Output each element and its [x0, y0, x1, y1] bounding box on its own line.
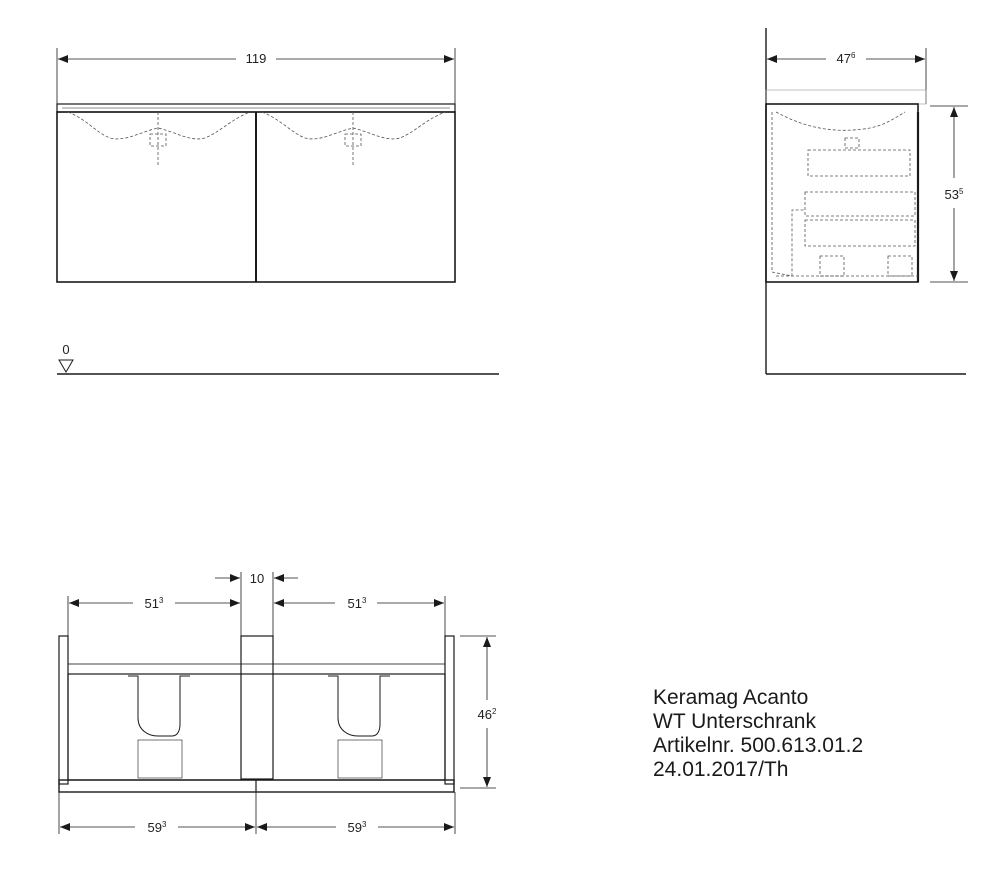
- product-type: WT Unterschrank: [653, 710, 816, 733]
- front-width-label: 119: [245, 51, 267, 66]
- inner-left-label: $51^3$: [144, 596, 164, 611]
- floor-level-marker: [59, 360, 73, 372]
- inner-right-label: $51^3$: [347, 596, 367, 611]
- floor-level-label: 0: [62, 342, 70, 357]
- product-name: Keramag Acanto: [653, 686, 809, 709]
- center-divider: [241, 636, 273, 779]
- outer-left-label: $59^3$: [147, 820, 167, 835]
- plan-view: [59, 572, 496, 834]
- gap-label: 10: [249, 571, 265, 586]
- drawer-height-label: $46^2$: [477, 707, 497, 722]
- side-view: [766, 28, 968, 374]
- product-info-block: [653, 686, 863, 782]
- article-number: Artikelnr. 500.613.01.2: [653, 734, 864, 757]
- outer-right-label: $59^3$: [347, 820, 367, 835]
- front-view: [57, 48, 499, 374]
- side-depth-label: $47^6$: [836, 51, 856, 66]
- drawing-date: 24.01.2017/Th: [653, 758, 789, 781]
- side-height-label: $53^5$: [944, 187, 964, 202]
